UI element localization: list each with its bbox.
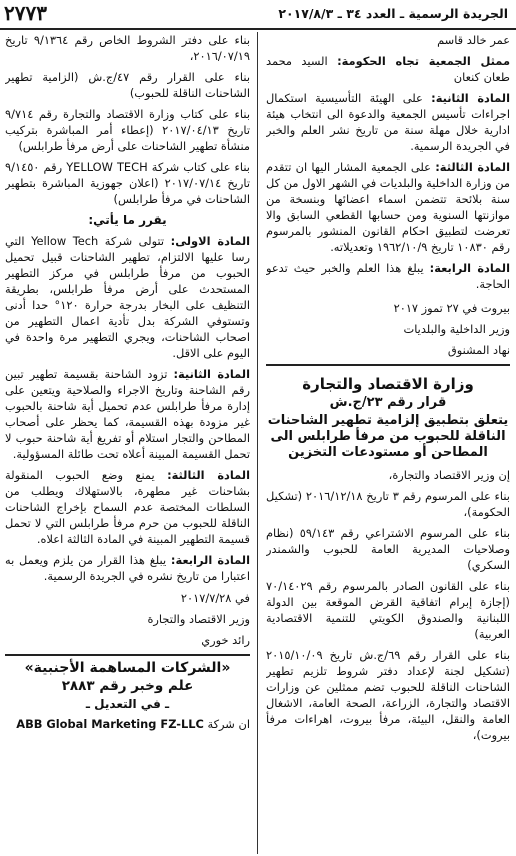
column-divider [257, 32, 258, 854]
sign-name: نهاد المشنوق [447, 343, 510, 357]
article-3-text: على الجمعية المشار اليها ان تتقدم من وزارة الداخلية والبلديات في الشهر الاول من كل سنة بلائحة تتضمن اسماء اعضائها وبنسخة من موازنتها السنوية ومن حسابها القطعي السابق والا تعرضت لتطبيق احكام القانون المنشور بالمرسوم رقم ١٠٨٣٠ تاريخ ١٩٦٢/١٠/٩ وتعديلاته. [266, 160, 510, 254]
decides-heading: يقرر ما يأتي: [88, 213, 167, 227]
company-prefix: ان شركة [207, 717, 250, 731]
recital: بناء على دفتر الشروط الخاص رقم ٩/١٣٦٤ تاريخ ٢٠١٦/٠٧/١٩، [5, 33, 250, 63]
article-text: يبلغ هذا القرار من يلزم ويعمل به اعتبارا من تاريخ نشره في الجريدة الرسمية. [5, 553, 250, 583]
company-name: ABB Global Marketing FZ-LLC [16, 717, 204, 731]
page-header [0, 0, 516, 30]
recital: بناء على القرار رقم ٦٩/ج.ش تاريخ ٢٠١٥/١٠/٠٩ (تشكيل لجنة لإعداد دفتر شروط تلزيم تطهير الشاحنات الناقلة للحبوب تضم ممثلين عن وزارات الاقتصاد والتجارة، الزراعة، الصحة العامة، الاشغال العامة والنقل، البيئة، مرفأ بيروت، اهراءات مرفأ بيروت)، [266, 648, 510, 742]
article-label: المادة الاولى: [170, 234, 250, 248]
article-text: تزود الشاحنة بقسيمة تطهير تبين رقم الشاحنة وتاريخ الاجراء والصلاحية ويتعين على إدارة مرفأ طرابلس عدم تحميل أية شاحنة بالحبوب غير مزودة بهذه القسيمة، كما يحظر على أصحاب المطاحن والتجار استلام أو تفريغ أية شاحنة حبوب لا تحمل القسيمة المبينة أعلاه تحت طائلة المسؤولية. [5, 367, 250, 461]
sign-ministry: وزير الداخلية والبلديات [403, 322, 510, 336]
article-4-text: يبلغ هذا العلم والخبر حيث تدعو الحاجة. [266, 261, 510, 291]
article-1 [5, 233, 250, 361]
gov-rep-label: ممثل الجمعية تجاه الحكومة: [337, 54, 510, 68]
article-2-label: المادة الثانية: [431, 91, 510, 105]
left-column [5, 32, 250, 854]
recital: بناء على القرار رقم ٤٧/ج.ش (الزامية تطهير الشاحنات الناقلة للحبوب) [5, 70, 250, 100]
article-2 [5, 366, 250, 462]
sign-ministry: وزير الاقتصاد والتجارة [147, 612, 250, 626]
article-label: المادة الثانية: [173, 367, 250, 381]
minister-intro: إن وزير الاقتصاد والتجارة، [388, 468, 510, 482]
sign-name: رائد خوري [201, 633, 250, 647]
gov-rep-name: السيد محمد طعان كنعان [266, 54, 510, 84]
gazette-title: الجريدة الرسمية ـ العدد ٣٤ ـ ٢٠١٧/٨/٣ [278, 6, 508, 21]
decision-subject: يتعلق بتطبيق إلزامية تطهير الشاحنات الناقلة للحبوب من مرفأ طرابلس الى المطاحن أو مستودعات التخزين [267, 413, 509, 460]
article-text: يمنع وضع الحبوب المنقولة بشاحنات غير مطهرة، بالاستهلاك ويطلب من السلطات المختصة عدم السماح بإخراج الشاحنات الناقلة للحبوب من حرم مرفأ طرابلس التي لا تحمل قسيمة التطهير المبينة في المادة الثالثة اعلاه. [5, 468, 250, 546]
member-name: عمر خالد قاسم [437, 33, 510, 47]
ministry-title: وزارة الاقتصاد والتجارة [302, 375, 474, 393]
sign-date: في ٢٠١٧/٧/٢٨ [180, 591, 250, 605]
article-3-label: المادة الثالثة: [435, 160, 510, 174]
recital: بناء على القانون الصادر بالمرسوم رقم ٧٠/١٤٠٢٩ (إجازة إبرام اتفاقية القرض الموقعة بين الدولة اللبنانية والصندوق الكويتي للتنمية الاقتصادية العربية) [266, 579, 510, 641]
article-4 [5, 552, 250, 584]
section-divider [5, 654, 250, 656]
recital: بناء على المرسوم رقم ٣ تاريخ ٢٠١٦/١٢/١٨ (تشكيل الحكومة)، [266, 489, 510, 519]
section-title: «الشركات المساهمة الأجنبية» [24, 660, 231, 676]
right-column [266, 32, 510, 854]
notice-title: علم وخبر رقم ٢٨٨٣ [61, 678, 194, 694]
article-2 [266, 90, 510, 154]
page-number: ٢٧٧٣ [4, 1, 47, 25]
gov-representative [266, 53, 510, 85]
recital: بناء على كتاب وزارة الاقتصاد والتجارة رقم ٩/٧١٤ تاريخ ٢٠١٧/٠٤/١٣ (إعطاء أمر المباشرة بتركيب منشأة تطهير الشاحنات على أرض مرفأ طرابلس) [5, 107, 250, 153]
decision-number: قرار رقم ٢٣/ج.ش [329, 395, 447, 410]
article-3 [266, 159, 510, 255]
section-divider [266, 364, 510, 366]
recital: بناء على المرسوم الاشتراعي رقم ٥٩/١٤٣ (نظام وصلاحيات المديرية العامة للحبوب والشمندر السكري) [266, 526, 510, 572]
company-line [5, 716, 250, 732]
article-text: تتولى شركة Yellow Tech التي رسا عليها الالتزام، تطهير الشاحنات قبيل تحميل الحبوب من مرفأ طرابلس في مركز التطهير المستحدث على أرض مرفأ طرابلس، بطريقة التنظيف على البخار بدرجة حرارة ١٢٠° حدا أدنى وتستوفي الشركة بدل تأدية اعمال التطهير من اصحاب الشاحنات، ويجري التطهير مرة واحدة في اليوم على الاقل. [5, 234, 250, 360]
article-4-label: المادة الرابعة: [429, 261, 510, 275]
recital: بناء على كتاب شركة YELLOW TECH رقم ٩/١٤٥٠ تاريخ ٢٠١٧/٠٧/١٤ (اعلان جهوزية المباشرة بتطهير الشاحنات في مرفأ طرابلس) [5, 160, 250, 206]
article-4 [266, 260, 510, 292]
amendment-heading: ـ في التعديل ـ [85, 697, 170, 711]
sign-date: بيروت في ٢٧ تموز ٢٠١٧ [393, 301, 510, 315]
article-2-text: على الهيئة التأسيسية استكمال اجراءات تأسيس الجمعية والدعوة الى انتخاب هيئة ادارية خلال مهلة سنة من تاريخ نشر العلم والخبر في الجريدة الرسمية. [266, 91, 510, 153]
article-label: المادة الرابعة: [170, 553, 250, 567]
article-3 [5, 467, 250, 547]
article-label: المادة الثالثة: [167, 468, 250, 482]
